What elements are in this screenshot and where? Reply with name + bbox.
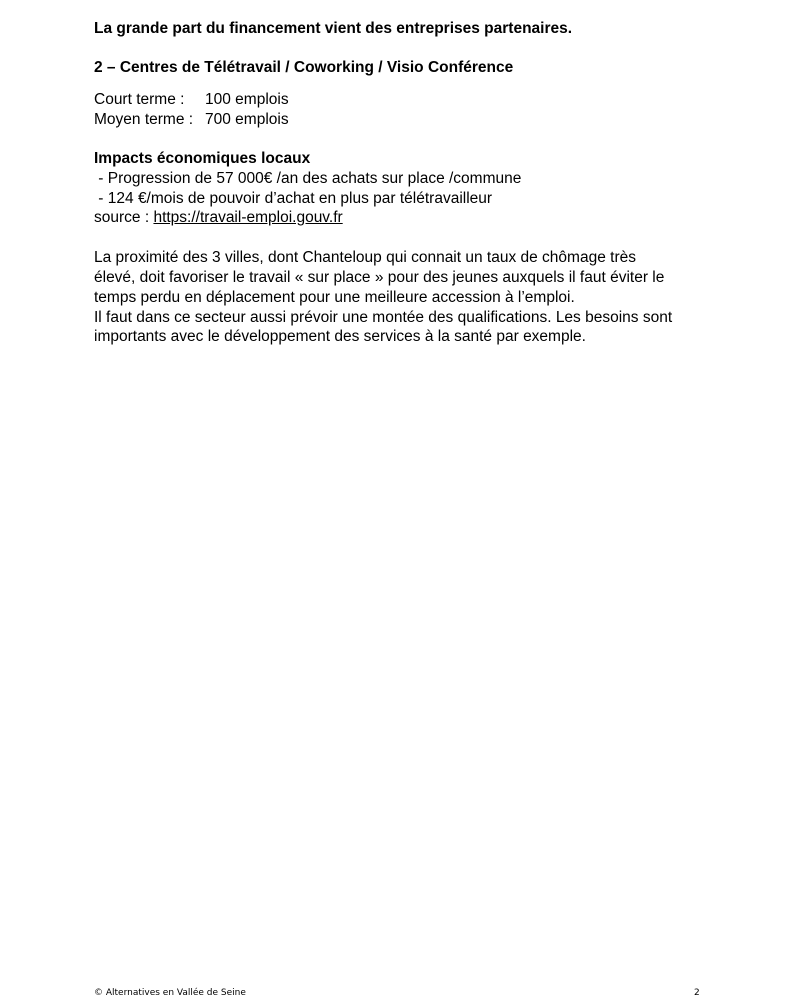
- page-number: 2: [694, 988, 700, 998]
- paragraph-line: Il faut dans ce secteur aussi prévoir une montée des qualifications. Les besoins sont: [94, 309, 673, 326]
- paragraph-line: La proximité des 3 villes, dont Chanteloup qui connait un taux de chômage très: [94, 249, 636, 266]
- impacts-heading: Impacts économiques locaux: [94, 150, 311, 167]
- paragraph-line: élevé, doit favoriser le travail « sur place » pour des jeunes auxquels il faut éviter le: [94, 269, 665, 286]
- footer-copyright: © Alternatives en Vallée de Seine: [94, 988, 246, 998]
- paragraph-line: temps perdu en déplacement pour une meilleure accession à l’emploi.: [94, 289, 575, 306]
- jobs-short-term: [94, 90, 289, 110]
- impact-item: - Progression de 57 000€ /an des achats sur place /commune: [94, 170, 522, 187]
- jobs-value: 700 emplois: [205, 111, 289, 128]
- jobs-mid-term: [94, 110, 289, 130]
- section-heading: 2 – Centres de Télétravail / Coworking / Visio Conférence: [94, 59, 514, 76]
- paragraph-line: importants avec le développement des services à la santé par exemple.: [94, 328, 586, 345]
- source-line: [94, 208, 343, 228]
- jobs-label: Court terme :: [94, 91, 185, 108]
- source-link[interactable]: https://travail-emploi.gouv.fr: [153, 209, 343, 226]
- source-label: source :: [94, 209, 154, 226]
- jobs-value: 100 emplois: [205, 91, 289, 108]
- jobs-label: Moyen terme :: [94, 111, 194, 128]
- intro-line: La grande part du financement vient des entreprises partenaires.: [94, 20, 573, 37]
- impact-item: - 124 €/mois de pouvoir d’achat en plus par télétravailleur: [94, 190, 493, 207]
